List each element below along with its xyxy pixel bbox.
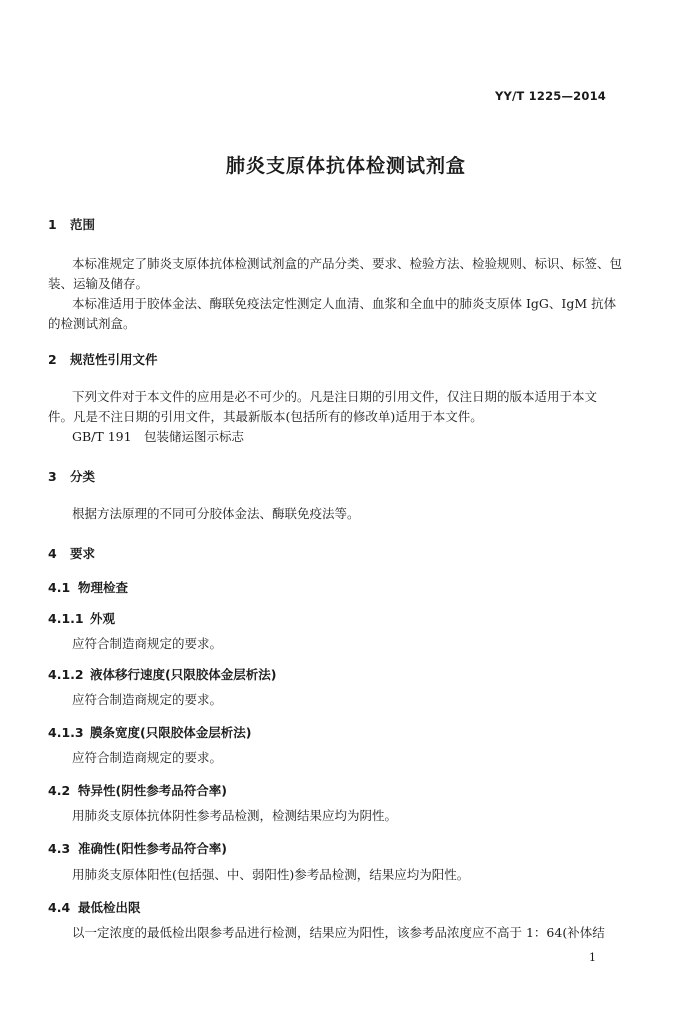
section-number: 1 [48, 217, 57, 232]
section-4-1-3-heading [48, 723, 251, 741]
section-number: 4.1.1 [48, 611, 84, 626]
section-title: 最低检出限 [78, 900, 141, 915]
section-number: 4.3 [48, 841, 71, 856]
section-4-4-heading [48, 898, 141, 916]
paragraph-line: 本标准适用于胶体金法、酶联免疫法定性测定人血清、血浆和全血中的肺炎支原体 IgG、IgM 抗体 [72, 296, 617, 311]
section-number: 4.1 [48, 580, 71, 595]
paragraph-line: 应符合制造商规定的要求。 [72, 750, 223, 765]
paragraph-line: 本标准规定了肺炎支原体抗体检测试剂盒的产品分类、要求、检验方法、检验规则、标识、标签、包 [72, 256, 623, 271]
section-title: 要求 [70, 546, 96, 561]
section-title: 特异性(阴性参考品符合率) [78, 783, 227, 798]
paragraph-line: 以一定浓度的最低检出限参考品进行检测，结果应为阳性，该参考品浓度应不高于 1：64(补体结 [72, 925, 605, 940]
section-4-1-heading [48, 578, 128, 596]
section-number: 2 [48, 352, 57, 367]
section-number: 4.4 [48, 900, 71, 915]
paragraph-line: 件。凡是不注日期的引用文件，其最新版本(包括所有的修改单)适用于本文件。 [48, 409, 483, 424]
section-4-3-heading [48, 839, 227, 857]
section-1-heading [48, 215, 95, 233]
section-title: 分类 [70, 469, 96, 484]
section-title: 外观 [90, 611, 116, 626]
section-4-2-heading [48, 781, 227, 799]
paragraph-line: 下列文件对于本文件的应用是必不可少的。凡是注日期的引用文件，仅注日期的版本适用于本文 [72, 389, 598, 404]
section-title: 范围 [70, 217, 96, 232]
paragraph-line: 装、运输及储存。 [48, 276, 149, 291]
section-number: 4.1.3 [48, 725, 84, 740]
section-title: 规范性引用文件 [70, 352, 158, 367]
section-2-heading [48, 350, 158, 368]
section-4-1-2-heading [48, 665, 276, 683]
section-number: 4.2 [48, 783, 71, 798]
section-number: 4.1.2 [48, 667, 84, 682]
section-number: 3 [48, 469, 57, 484]
section-4-1-1-heading [48, 609, 115, 627]
section-number: 4 [48, 546, 57, 561]
paragraph-line: 用肺炎支原体阳性(包括强、中、弱阳性)参考品检测，结果应均为阳性。 [72, 867, 470, 882]
section-4-heading [48, 544, 95, 562]
paragraph-line: 应符合制造商规定的要求。 [72, 692, 223, 707]
paragraph-line: 应符合制造商规定的要求。 [72, 636, 223, 651]
paragraph-line: 根据方法原理的不同可分胶体金法、酶联免疫法等。 [72, 506, 360, 521]
document-title: 肺炎支原体抗体检测试剂盒 [225, 155, 466, 177]
section-title: 物理检查 [78, 580, 129, 595]
section-3-heading [48, 467, 95, 485]
section-title: 膜条宽度(只限胶体金层析法) [90, 725, 252, 740]
section-title: 液体移行速度(只限胶体金层析法) [90, 667, 277, 682]
section-title: 准确性(阳性参考品符合率) [78, 841, 227, 856]
paragraph-line: 的检测试剂盒。 [48, 316, 136, 331]
page-number: 1 [589, 951, 596, 964]
paragraph-line: 用肺炎支原体抗体阴性参考品检测，检测结果应均为阴性。 [72, 808, 398, 823]
document-code: YY/T 1225—2014 [494, 89, 606, 103]
paragraph-line: GB/T 191 包装储运图示标志 [72, 429, 245, 444]
